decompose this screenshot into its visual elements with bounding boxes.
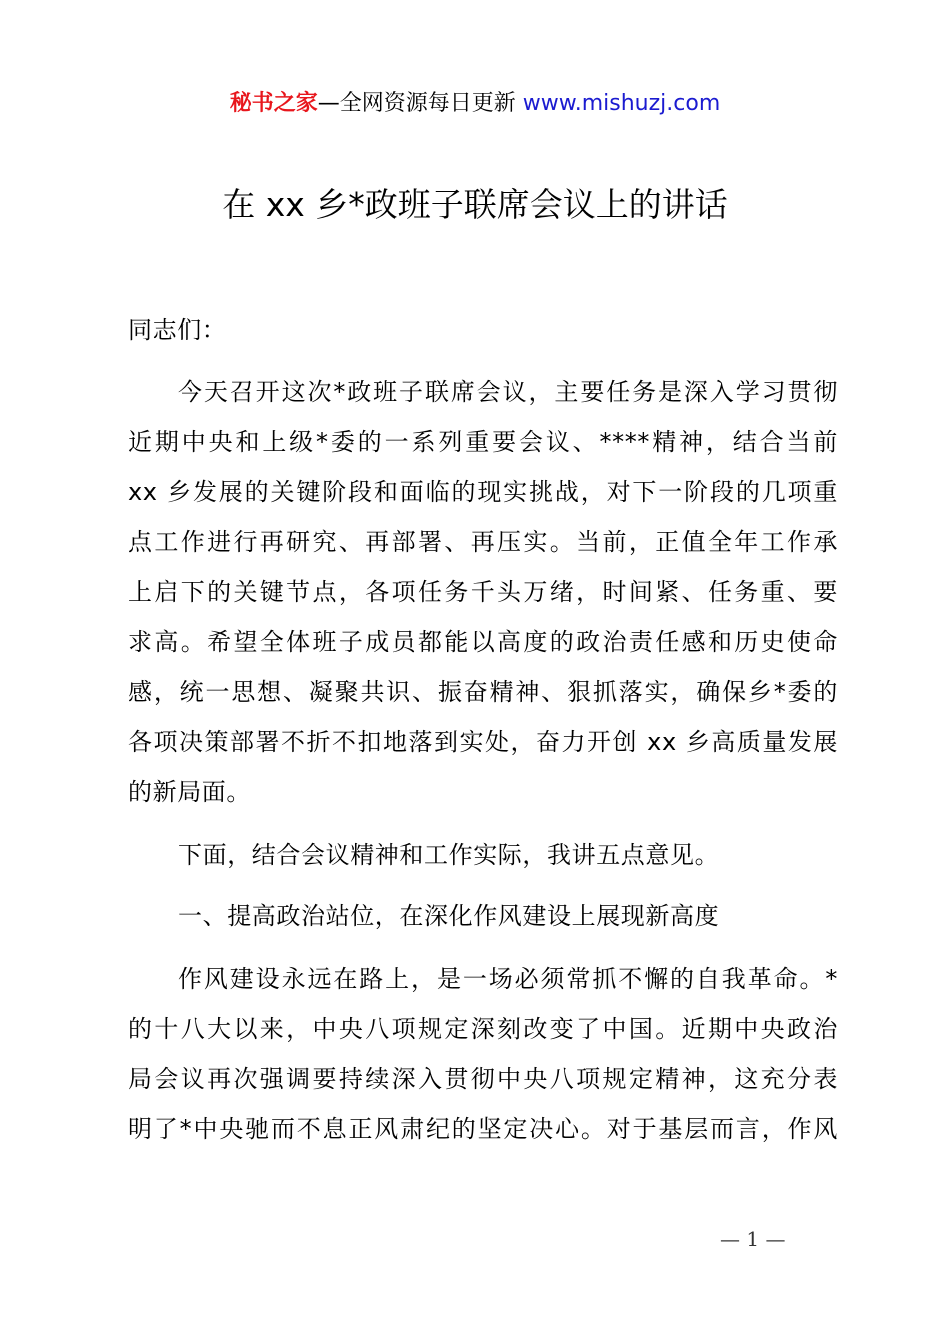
paragraph-line: 上启下的关键节点，各项任务千头万绪，时间紧、任务重、要 [128, 578, 838, 606]
document-title: 在 xx 乡*政班子联席会议上的讲话 [222, 185, 728, 224]
paragraph-line: 局会议再次强调要持续深入贯彻中央八项规定精神，这充分表 [128, 1065, 838, 1093]
paragraph-line: 的新局面。 [128, 778, 251, 806]
paragraph-line: xx 乡发展的关键阶段和面临的现实挑战，对下一阶段的几项重 [128, 478, 838, 506]
site-link[interactable]: www.mishuzj.com [522, 91, 721, 116]
paragraph-line: 明了*中央驰而不息正风肃纪的坚定决心。对于基层而言，作风 [128, 1115, 838, 1143]
page-number: — 1 — [720, 1227, 786, 1251]
salutation: 同志们： [128, 316, 227, 344]
paragraph-line: 各项决策部署不折不扣地落到实处，奋力开创 xx 乡高质量发展 [128, 728, 838, 756]
paragraph-line: 下面，结合会议精神和工作实际，我讲五点意见。 [178, 841, 720, 869]
brand-name: 秘书之家 [229, 91, 318, 116]
paragraph-line: 点工作进行再研究、再部署、再压实。当前，正值全年工作承 [128, 528, 838, 556]
section-heading: 一、提高政治站位，在深化作风建设上展现新高度 [178, 902, 720, 930]
paragraph-line: 感，统一思想、凝聚共识、振奋精神、狠抓落实，确保乡*委的 [128, 678, 838, 706]
banner-tagline: —全网资源每日更新 [317, 91, 516, 116]
paragraph-line: 今天召开这次*政班子联席会议，主要任务是深入学习贯彻 [178, 378, 838, 406]
paragraph-line: 近期中央和上级*委的一系列重要会议、****精神，结合当前 [128, 428, 838, 456]
paragraph-line: 求高。希望全体班子成员都能以高度的政治责任感和历史使命 [128, 628, 838, 656]
paragraph-line: 的十八大以来，中央八项规定深刻改变了中国。近期中央政治 [128, 1015, 838, 1043]
paragraph-line: 作风建设永远在路上，是一场必须常抓不懈的自我革命。* [178, 965, 838, 993]
site-banner [0, 88, 950, 120]
